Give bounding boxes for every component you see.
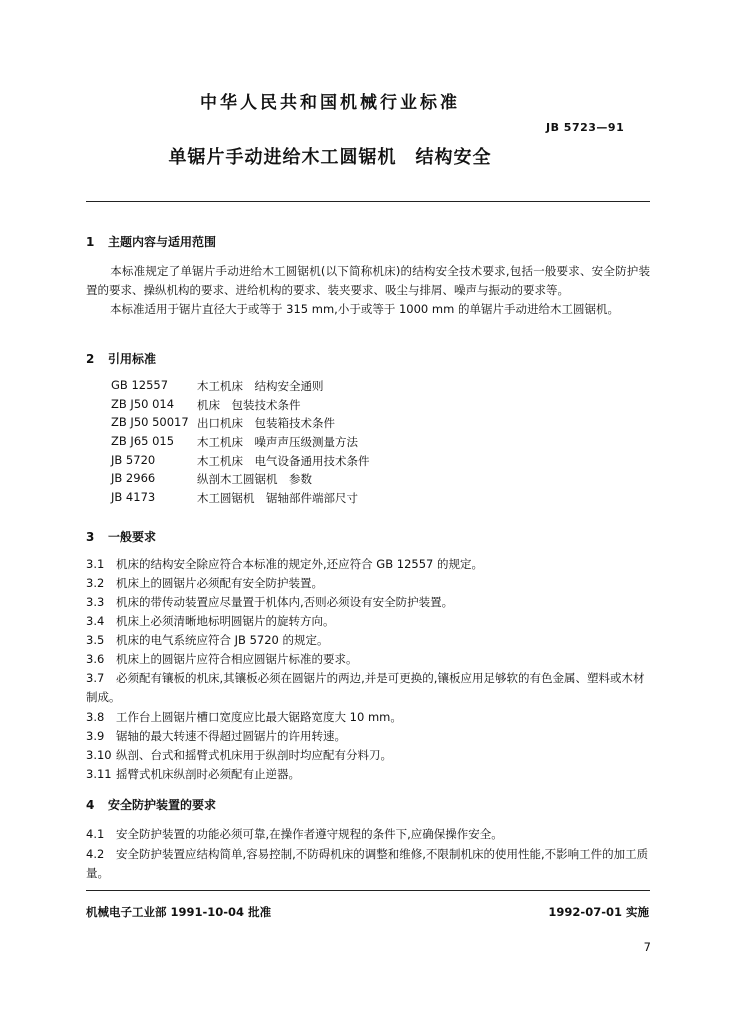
- paragraph-text: 本标准规定了单锯片手动进给木工圆锯机(以下简称机床)的结构安全技术要求,包括一般要求、安全防护装置的要求、操纵机构的要求、进给机构的要求、装夹要求、吸尘与排屑、噪声与振动的要求等。: [86, 264, 650, 297]
- section-3-heading: [86, 528, 156, 545]
- reference-row: [111, 453, 370, 472]
- clause-text: 锯轴的最大转速不得超过圆锯片的许用转速。: [116, 729, 346, 743]
- reference-code: JB 5720: [111, 452, 156, 467]
- reference-code: ZB J50 50017: [111, 415, 189, 430]
- clause-number: 3.7: [86, 671, 105, 685]
- reference-name: 木工圆锯机 锯轴部件端部尺寸: [197, 491, 358, 506]
- section-title: 主题内容与适用范围: [108, 235, 217, 249]
- clause-number: 3.9: [86, 729, 105, 743]
- reference-code: GB 12557: [111, 378, 169, 392]
- clause-text: 机床上的圆锯片应符合相应圆锯片标准的要求。: [116, 652, 358, 666]
- clause-text: 机床上必须清晰地标明圆锯片的旋转方向。: [116, 614, 335, 628]
- clause-3-11: [86, 765, 650, 784]
- clause-text: 机床的结构安全除应符合本标准的规定外,还应符合 GB 12557 的规定。: [116, 557, 484, 571]
- clause-number: 4.1: [86, 827, 105, 841]
- document-title: 单锯片手动进给木工圆锯机 结构安全: [168, 147, 492, 168]
- clause-3-6: [86, 650, 650, 669]
- section-number: 4: [86, 798, 95, 812]
- reference-row: [111, 415, 370, 434]
- clause-text: 机床上的圆锯片必须配有安全防护装置。: [116, 576, 323, 590]
- standard-code: JB 5723—91: [546, 121, 625, 134]
- section-title: 安全防护装置的要求: [108, 798, 217, 812]
- section-1-paragraph-1: [86, 262, 650, 300]
- clause-text: 安全防护装置的功能必须可靠,在操作者遵守规程的条件下,应确保操作安全。: [116, 827, 503, 841]
- clause-number: 3.6: [86, 652, 105, 666]
- clause-text: 机床的电气系统应符合 JB 5720 的规定。: [116, 633, 329, 647]
- reference-name: 出口机床 包装箱技术条件: [197, 416, 335, 431]
- section-number: 1: [86, 235, 95, 249]
- reference-code: JB 4173: [111, 490, 156, 505]
- clause-3-7: [86, 669, 650, 707]
- section-1-heading: [86, 233, 216, 250]
- clause-text: 工作台上圆锯片槽口宽度应比最大锯路宽度大 10 mm。: [116, 710, 402, 724]
- clause-number: 4.2: [86, 847, 105, 861]
- clause-number: 3.4: [86, 614, 105, 628]
- clause-4-2: [86, 845, 650, 883]
- clause-3-4: [86, 612, 650, 631]
- clause-number: 3.2: [86, 576, 105, 590]
- reference-list: [111, 378, 370, 509]
- clause-3-8: [86, 708, 650, 727]
- reference-name: 木工机床 噪声声压级测量方法: [197, 435, 358, 450]
- clause-number: 3.3: [86, 595, 105, 609]
- clause-3-5: [86, 631, 650, 650]
- reference-row: [111, 490, 370, 509]
- reference-name: 木工机床 结构安全通则: [197, 379, 324, 393]
- effective-date: 1992-07-01 实施: [548, 905, 649, 919]
- section-number: 3: [86, 530, 95, 544]
- section-title: 引用标准: [108, 352, 157, 366]
- clause-number: 3.10: [86, 748, 112, 762]
- section-1-paragraph-2: [86, 300, 650, 319]
- reference-code: JB 2966: [111, 471, 156, 486]
- header-divider: [86, 201, 650, 202]
- issuing-body-heading: 中华人民共和国机械行业标准: [200, 93, 460, 113]
- approval-statement: 机械电子工业部 1991-10-04 批准: [86, 905, 272, 919]
- section-2-heading: [86, 350, 156, 367]
- clause-text: 摇臂式机床纵剖时必须配有止逆器。: [116, 767, 300, 781]
- clause-4-1: [86, 825, 650, 844]
- section-number: 2: [86, 352, 95, 366]
- reference-row: [111, 378, 370, 397]
- reference-code: ZB J65 015: [111, 434, 175, 449]
- clause-3-10: [86, 746, 650, 765]
- section-4-heading: [86, 796, 216, 813]
- reference-name: 木工机床 电气设备通用技术条件: [197, 453, 370, 468]
- clause-number: 3.8: [86, 710, 105, 724]
- clause-3-1: [86, 555, 650, 574]
- clause-text: 机床的带传动装置应尽量置于机体内,否则必须设有安全防护装置。: [116, 595, 454, 609]
- clause-number: 3.5: [86, 633, 105, 647]
- clause-3-3: [86, 593, 650, 612]
- clause-number: 3.1: [86, 557, 105, 571]
- clause-number: 3.11: [86, 767, 112, 781]
- clause-text: 纵剖、台式和摇臂式机床用于纵剖时均应配有分料刀。: [116, 748, 392, 762]
- page-number: 7: [643, 940, 651, 954]
- clause-3-9: [86, 727, 650, 746]
- footer-divider: [86, 890, 650, 891]
- clause-text: 安全防护装置应结构简单,容易控制,不防碍机床的调整和维修,不限制机床的使用性能,不影响工件的加工质量。: [86, 847, 649, 880]
- clause-text: 必须配有镶板的机床,其镶板必须在圆锯片的两边,并是可更换的,镶板应用足够软的有色金属、塑料或木材制成。: [86, 671, 645, 704]
- section-title: 一般要求: [108, 530, 157, 544]
- reference-code: ZB J50 014: [111, 396, 175, 411]
- reference-name: 纵剖木工圆锯机 参数: [197, 472, 312, 487]
- paragraph-text: 本标准适用于锯片直径大于或等于 315 mm,小于或等于 1000 mm 的单锯片手动进给木工圆锯机。: [110, 302, 619, 316]
- reference-row: [111, 434, 370, 453]
- reference-row: [111, 397, 370, 416]
- clause-3-2: [86, 574, 650, 593]
- reference-name: 机床 包装技术条件: [197, 397, 301, 412]
- reference-row: [111, 471, 370, 490]
